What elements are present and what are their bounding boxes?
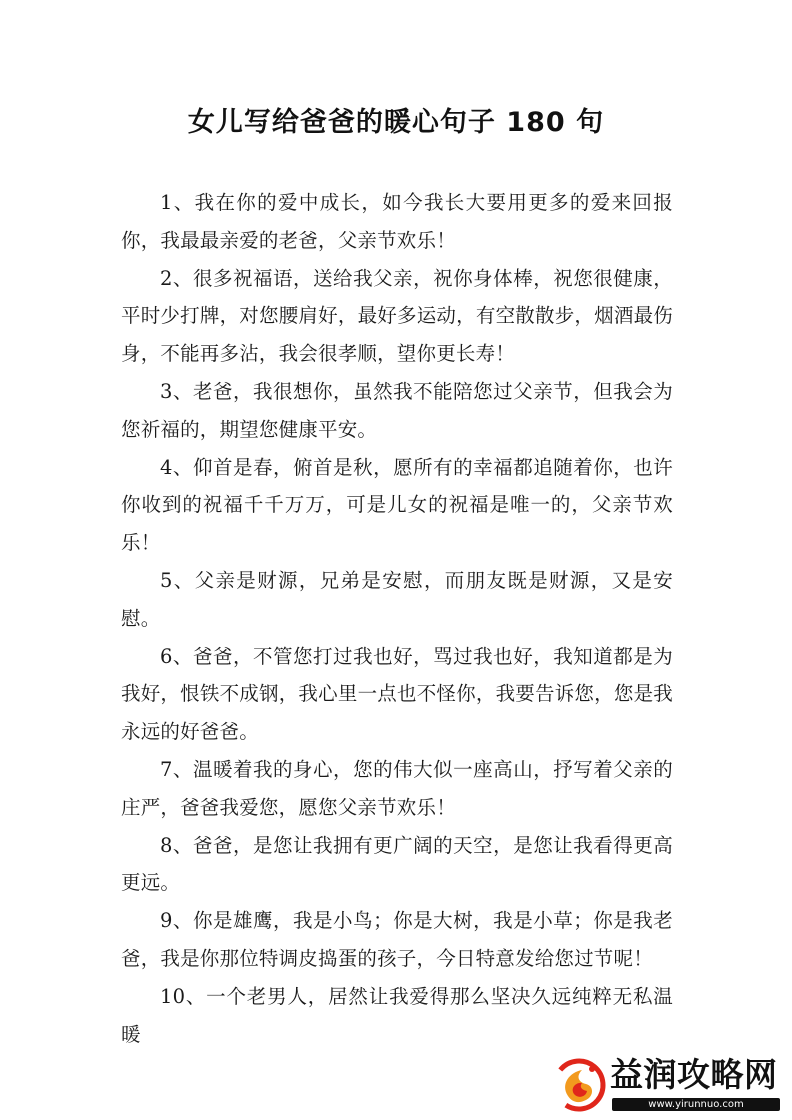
paragraph-1: 1、我在你的爱中成长，如今我长大要用更多的爱来回报你，我最最亲爱的老爸，父亲节欢乐！ [121,191,673,252]
paragraph-10: 10、一个老男人，居然让我爱得那么坚决久远纯粹无私温暖 [121,984,673,1046]
watermark-site-url: www.yirunnuo.com [612,1098,780,1111]
paragraph-8: 8、爸爸，是您让我拥有更广阔的天空，是您让我看得更高更远。 [121,833,673,895]
flame-swirl-logo-icon [548,1052,610,1114]
article-body [121,184,673,1053]
watermark-logo [548,1052,784,1114]
paragraph-4: 4、仰首是春，俯首是秋，愿所有的幸福都追随着你，也许你收到的祝福千千万万，可是儿女的祝福是唯一的，父亲节欢乐！ [121,455,673,555]
paragraph-9: 9、你是雄鹰，我是小鸟；你是大树，我是小草；你是我老爸，我是你那位特调皮捣蛋的孩子，今日特意发给您过节呢！ [121,909,673,970]
paragraph-7: 7、温暖着我的身心，您的伟大似一座高山，抒写着父亲的庄严，爸爸我爱您，愿您父亲节欢乐！ [121,757,673,819]
watermark-site-name: 益润攻略网 [610,1055,778,1094]
page-title: 女儿写给爸爸的暖心句子 180 句 [187,107,605,138]
paragraph-3: 3、老爸，我很想你，虽然我不能陪您过父亲节，但我会为您祈福的，期望您健康平安。 [121,379,673,441]
paragraph-6: 6、爸爸，不管您打过我也好，骂过我也好，我知道都是为我好，恨铁不成钢，我心里一点也不怪你，我要告诉您，您是我永远的好爸爸。 [121,644,673,744]
paragraph-5: 5、父亲是财源，兄弟是安慰，而朋友既是财源，又是安慰。 [121,568,673,630]
paragraph-2: 2、很多祝福语，送给我父亲，祝你身体棒，祝您很健康，平时少打牌，对您腰肩好，最好多运动，有空散散步，烟酒最伤身，不能再多沾，我会很孝顺，望你更长寿！ [121,266,673,366]
